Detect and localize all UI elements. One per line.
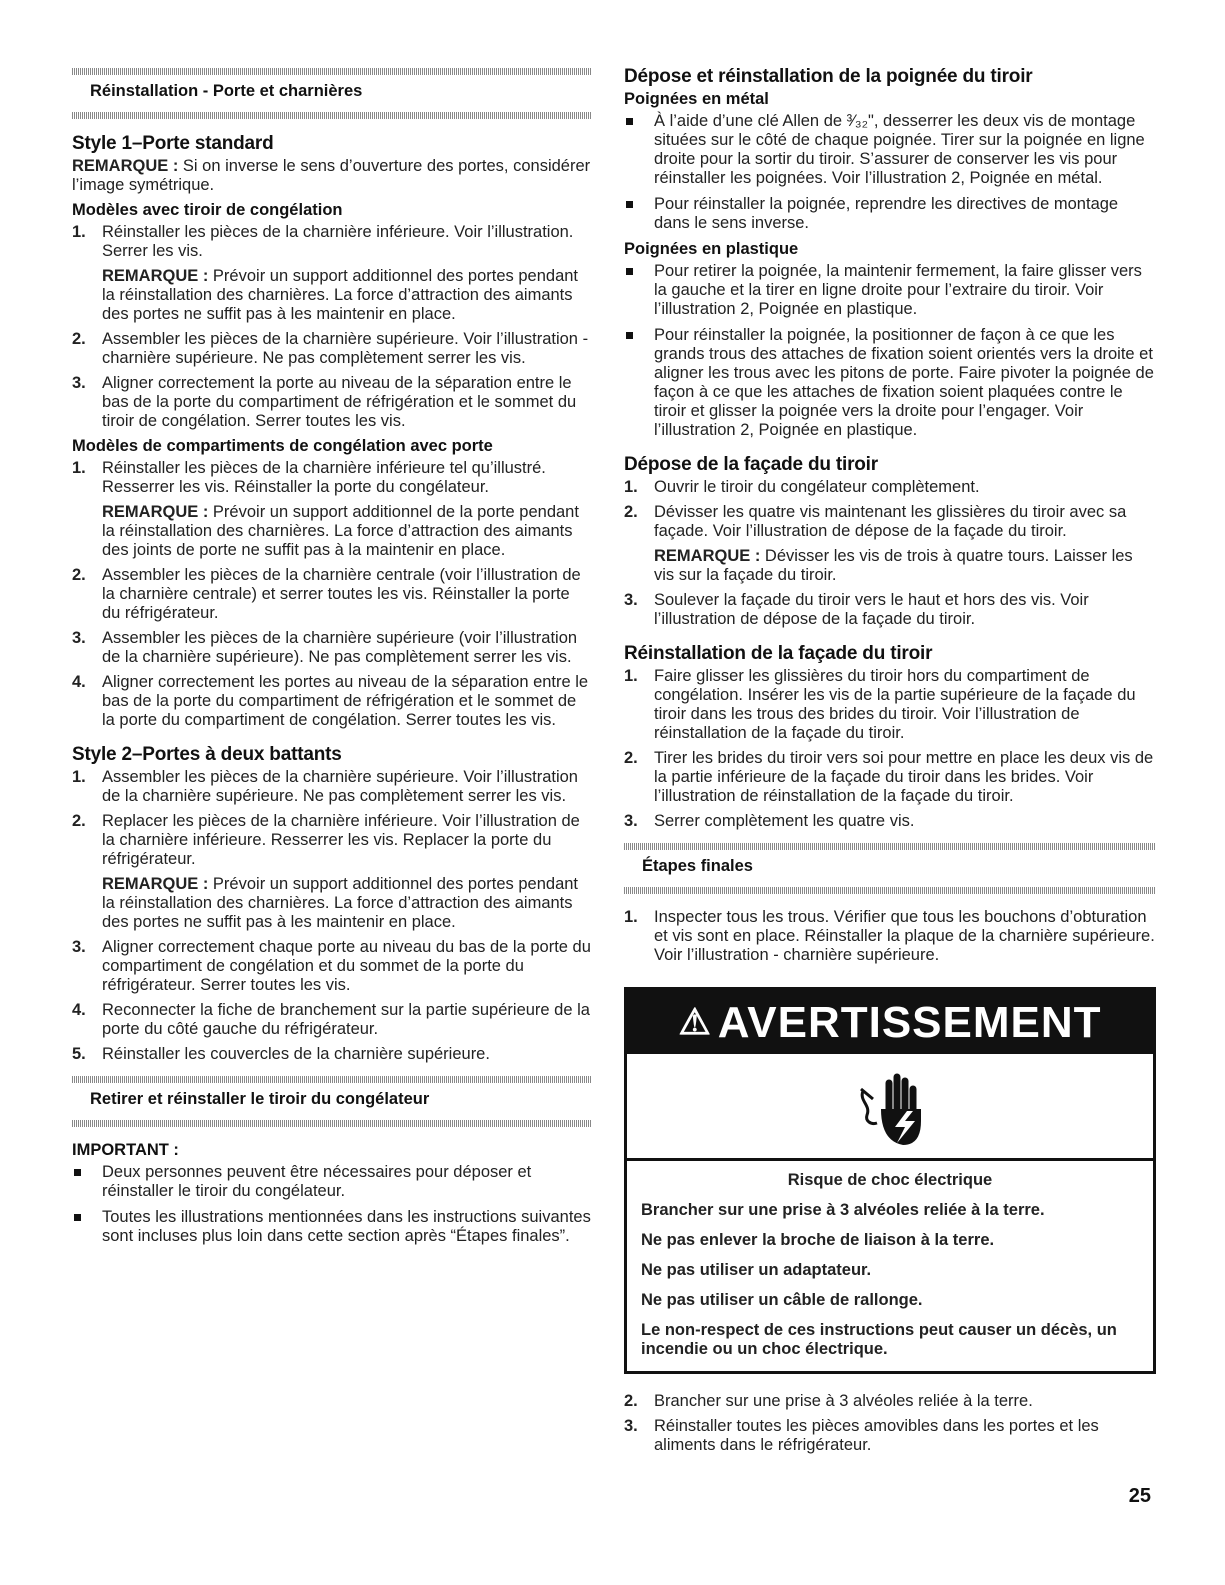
list-item [624,1417,1156,1455]
step-text: Reconnecter la fiche de branchement sur la partie supérieure de la porte du côté gauche du réfrigérateur. [102,1001,590,1038]
steps-final [624,908,1156,965]
style1-remark [72,157,592,195]
bullet-icon [626,268,633,275]
list-item [72,566,592,623]
facade-install-heading: Réinstallation de la façade du tiroir [624,643,933,664]
remark-text: Si on inverse le sens d’ouverture des portes, considérer l’image symétrique. [72,157,591,194]
step-text: Aligner correctement la porte au niveau de la séparation entre le bas de la porte du compartiment de réfrigération et le sommet du tiroir de congélation. Serrer toutes les vis. [102,374,577,430]
step-number: 3. [624,812,638,830]
plastic-handles-bullets [624,262,1156,440]
bullet-icon [626,118,633,125]
remark-label: REMARQUE : [102,875,209,893]
steps-facade-install [624,667,1156,831]
step-text: Assembler les pièces de la charnière supérieure. Voir l’illustration de la charnière supérieure. Ne pas complètement serrer les vis. [102,768,578,805]
important-bullets [72,1163,592,1246]
step-text: Brancher sur une prise à 3 alvéoles reliée à la terre. [654,1392,1033,1410]
step-number: 2. [624,503,638,521]
warning-line: Ne pas utiliser un câble de rallonge. [641,1291,923,1309]
list-item [624,1392,1156,1411]
list-item [624,667,1156,743]
remark-label: REMARQUE : [654,547,761,565]
bullet-text: À l’aide d’une clé Allen de ³⁄₃₂", desserrer les deux vis de montage situées sur le côté de chaque poignée. Tirer sur la poignée en ligne droite pour la sortir du tiroir. S’assurer de conserver les vis pour réinstaller les poignées. Voir l’illustration 2, Poignée en métal. [654,112,1145,187]
list-item [72,673,592,730]
remark-label: REMARQUE : [102,267,209,285]
list-item [624,749,1156,806]
steps-facade-remove [624,478,1156,541]
section-band-freezer-drawer [72,1070,592,1131]
step-text: Réinstaller les pièces de la charnière inférieure tel qu’illustré. Resserrer les vis. Réinstaller la porte du congélateur. [102,459,546,496]
bullet-text: Deux personnes peuvent être nécessaires pour déposer et réinstaller le tiroir du congélateur. [102,1163,532,1200]
page-number: 25 [1128,1485,1151,1507]
subheading-freezer-door-models: Modèles de compartiments de congélation avec porte [72,437,493,455]
metal-handles-subheading: Poignées en métal [624,90,769,108]
step-text: Assembler les pièces de la charnière centrale (voir l’illustration de la charnière centrale) et serrer toutes les vis. Réinstaller la porte du réfrigérateur. [102,566,581,622]
list-item [624,812,1156,831]
step-text: Réinstaller les pièces de la charnière inférieure. Voir l’illustration. Serrer les vis. [102,223,574,260]
step-text: Tirer les brides du tiroir vers soi pour mettre en place les deux vis de la partie inférieure de la façade du tiroir dans les brides. Voir l’illustration de réinstallation de la façade du tiroir. [654,749,1154,805]
step-number: 1. [72,459,86,477]
step-text: Serrer complètement les quatre vis. [654,812,915,830]
steps-freezer-door-models [72,459,592,497]
facade-remove-heading: Dépose de la façade du tiroir [624,454,878,475]
step-text: Replacer les pièces de la charnière inférieure. Voir l’illustration de la charnière inférieure. Resserrer les vis. Replacer la porte du réfrigérateur. [102,812,580,868]
step-number: 2. [72,566,86,584]
step-text: Réinstaller toutes les pièces amovibles dans les portes et les aliments dans le réfrigérateur. [654,1417,1099,1454]
step-number: 3. [624,1417,638,1435]
step-number: 5. [72,1045,86,1063]
steps-style2-cont [72,938,592,1064]
step-text: Faire glisser les glissières du tiroir hors du compartiment de congélation. Insérer les vis de la partie supérieure de la façade du tiroir dans les trous des brides du tiroir. Voir l’illustration de réinstallation de la façade du tiroir. [654,667,1136,742]
list-item [624,503,1156,541]
warning-icon-area [627,1054,1153,1161]
step-number: 3. [72,629,86,647]
bullet-text: Pour réinstaller la poignée, la positionner de façon à ce que les grands trous des attaches de fixation soient orientés vers la droite et aligner les trous avec les pitons de porte. Faire pivoter la poignée de façon à ce que les attaches de fixation soient plaquées contre le tiroir et glisser la poignée vers la droite pour l’engager. Voir l’illustration 2, Poignée en plastique. [654,326,1154,439]
note-door-support [72,267,592,324]
step-text: Assembler les pièces de la charnière supérieure. Voir l’illustration - charnière supérieure. Ne pas complètement serrer les vis. [102,330,589,367]
list-item [72,1045,592,1064]
note-text: Dévisser les vis de trois à quatre tours. Laisser les vis sur la façade du tiroir. [654,547,1133,584]
steps-final-cont [624,1392,1156,1455]
steps-freezer-drawer-models [72,223,592,261]
steps-style2 [72,768,592,869]
step-number: 4. [72,673,86,691]
remark-label: REMARQUE : [72,157,179,175]
note-text: Prévoir un support additionnel de la porte pendant la réinstallation des charnières. La force d’attraction des aimants des joints de porte ne suffit pas à la maintenir en place. [102,503,579,559]
step-number: 3. [72,374,86,392]
list-item [624,195,1156,233]
subheading-freezer-drawer-models: Modèles avec tiroir de congélation [72,201,343,219]
bullet-text: Pour retirer la poignée, la maintenir fermement, la faire glisser vers la gauche et la tirer en ligne droite pour l’extraire du tiroir. Voir l’illustration 2, Poignée en plastique. [654,262,1142,318]
list-item [624,112,1156,188]
step-number: 2. [624,749,638,767]
list-item [624,326,1156,440]
list-item [624,591,1156,629]
section-band-door-hinges [72,62,592,123]
list-item [624,478,1156,497]
list-item [72,629,592,667]
step-number: 3. [624,591,638,609]
left-column [72,62,592,1253]
list-item [72,374,592,431]
list-item [72,330,592,368]
list-item [624,908,1156,965]
bullet-icon [74,1214,81,1221]
note-door-support-3 [72,875,592,932]
step-text: Inspecter tous les trous. Vérifier que tous les bouchons d’obturation et vis sont en place. Réinstaller la plaque de la charnière supérieure. Voir l’illustration - charnière supérieure. [654,908,1155,964]
list-item [72,1208,592,1246]
bullet-icon [626,332,633,339]
bullet-text: Pour réinstaller la poignée, reprendre les directives de montage dans le sens inverse. [654,195,1119,232]
step-number: 2. [624,1392,638,1410]
warning-line: Ne pas utiliser un adaptateur. [641,1261,872,1279]
warning-risk: Risque de choc électrique [787,1171,993,1189]
step-text: Dévisser les quatre vis maintenant les glissières du tiroir avec sa façade. Voir l’illustration de dépose de la façade du tiroir. [654,503,1127,540]
warning-heading: AVERTISSEMENT [717,998,1102,1047]
warning-line: Ne pas enlever la broche de liaison à la terre. [641,1231,995,1249]
step-number: 1. [624,478,638,496]
step-number: 4. [72,1001,86,1019]
handle-heading: Dépose et réinstallation de la poignée du tiroir [624,66,1033,87]
bullet-icon [74,1169,81,1176]
step-number: 1. [624,908,638,926]
section-band-title: Retirer et réinstaller le tiroir du congélateur [90,1090,430,1108]
steps-freezer-drawer-models-cont [72,330,592,431]
step-text: Assembler les pièces de la charnière supérieure (voir l’illustration de la charnière supérieure). Ne pas complètement serrer les vis. [102,629,578,666]
section-band-final-steps [624,837,1156,898]
style2-heading: Style 2–Portes à deux battants [72,744,342,765]
steps-facade-remove-cont [624,591,1156,629]
list-item [72,938,592,995]
note-facade-screws [624,547,1156,585]
section-band-title: Étapes finales [642,857,753,875]
step-text: Aligner correctement les portes au niveau de la séparation entre le bas de la porte du compartiment de réfrigération et le sommet de la porte du compartiment de congélation. Serrer toutes les vis. [102,673,589,729]
style1-heading: Style 1–Porte standard [72,133,274,154]
warning-box [624,987,1156,1374]
list-item [72,223,592,261]
list-item [72,812,592,869]
step-number: 3. [72,938,86,956]
step-text: Aligner correctement chaque porte au niveau du bas de la porte du compartiment de congélation et du sommet de la porte du réfrigérateur. Serrer toutes les vis. [102,938,591,994]
note-door-support-2 [72,503,592,560]
steps-freezer-door-models-cont [72,566,592,730]
list-item [624,262,1156,319]
step-number: 1. [72,223,86,241]
step-number: 1. [624,667,638,685]
remark-label: REMARQUE : [102,503,209,521]
list-item [72,1163,592,1201]
bullet-text: Toutes les illustrations mentionnées dans les instructions suivantes sont incluses plus loin dans cette section après “Étapes finales”. [102,1208,591,1245]
warning-body [627,1161,1153,1371]
warning-triangle-icon: ⚠ [678,1001,712,1042]
step-text: Réinstaller les couvercles de la charnière supérieure. [102,1045,490,1063]
step-number: 1. [72,768,86,786]
step-text: Soulever la façade du tiroir vers le haut et hors des vis. Voir l’illustration de dépose de la façade du tiroir. [654,591,1089,628]
warning-header [627,990,1153,1054]
electric-shock-hazard-icon [845,1061,935,1151]
warning-line: Brancher sur une prise à 3 alvéoles reliée à la terre. [641,1201,1045,1219]
section-band-title: Réinstallation - Porte et charnières [90,82,363,100]
warning-line: Le non-respect de ces instructions peut causer un décès, un incendie ou un choc électrique. [641,1321,1117,1358]
note-text: Prévoir un support additionnel des portes pendant la réinstallation des charnières. La force d’attraction des aimants des portes ne suffit pas à les maintenir en place. [102,875,579,931]
bullet-icon [626,201,633,208]
list-item [72,768,592,806]
note-text: Prévoir un support additionnel des portes pendant la réinstallation des charnières. La force d’attraction des aimants des portes ne suffit pas à les maintenir en place. [102,267,579,323]
list-item [72,459,592,497]
important-label: IMPORTANT : [72,1141,179,1159]
right-column [624,66,1156,1461]
step-number: 2. [72,812,86,830]
list-item [72,1001,592,1039]
metal-handles-bullets [624,112,1156,233]
step-text: Ouvrir le tiroir du congélateur complètement. [654,478,980,496]
plastic-handles-subheading: Poignées en plastique [624,240,799,258]
step-number: 2. [72,330,86,348]
